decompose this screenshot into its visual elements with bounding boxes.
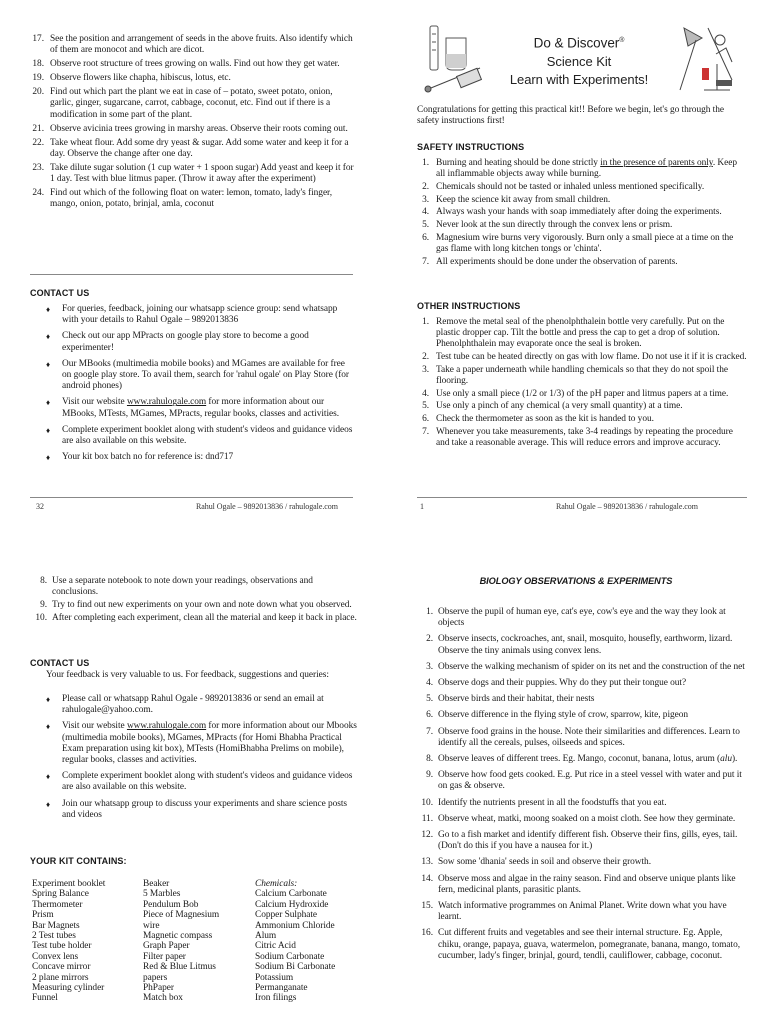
list-item	[30, 124, 355, 135]
item-number: 19.	[32, 73, 44, 84]
kit-item: Convex lens	[32, 951, 79, 962]
kit-item: Piece of Magnesium	[143, 910, 220, 921]
item-number: 13.	[421, 857, 433, 868]
item-text: Test tube can be heated directly on gas with low flame. Do not use it if it is cracked.	[436, 352, 747, 363]
page-1	[384, 0, 768, 520]
page-2	[0, 540, 384, 1024]
list-item	[417, 727, 747, 749]
item-number: 5.	[422, 401, 429, 412]
item-number: 21.	[32, 123, 44, 134]
list-item	[30, 163, 355, 185]
list-item	[30, 188, 355, 210]
kit-item: Filter paper	[143, 951, 186, 962]
item-number: 3.	[426, 661, 433, 672]
contact-item: ♦ Check out our app MPracts on google play store to become a good experimenter!	[46, 331, 309, 353]
list-item	[417, 427, 747, 449]
list-item	[417, 233, 747, 255]
item-number: 8.	[426, 754, 433, 765]
item-number: 11.	[421, 813, 433, 824]
list-item	[417, 814, 747, 825]
website-link[interactable]: www.rahulogale.com	[126, 397, 207, 408]
list-item	[417, 874, 747, 896]
item-text: Watch informative programmes on Animal Planet. Write down what you have learnt.	[438, 901, 727, 923]
kit-item: Magnetic compass	[143, 931, 213, 942]
kit-column-equipment	[32, 879, 142, 1004]
kit-item: Potassium	[255, 972, 294, 983]
kit-item: Beaker	[143, 879, 170, 889]
item-number: 7.	[422, 426, 429, 437]
item-text: Take a paper underneath while handling chemicals so that they do not spoil the flooring.	[436, 364, 728, 387]
item-text: See the position and arrangement of seeds in the above fruits. Also identify which of them are monocot and which are dicot.	[50, 34, 353, 56]
item-number: 18.	[32, 59, 44, 70]
contact-item: ♦ For queries, feedback, joining our whatsapp science group: send whatsapp with your details to Rahul Ogale – 9892013836	[46, 304, 338, 326]
list-item	[417, 754, 747, 765]
kit-item: Copper Sulphate	[255, 910, 318, 921]
item-number: 5.	[426, 694, 433, 705]
item-number: 14.	[421, 873, 433, 884]
item-number: 8.	[40, 576, 47, 586]
list-item	[30, 73, 355, 84]
item-text: Try to find out new experiments on your own and note down what you observed.	[52, 599, 352, 610]
list-item	[30, 600, 360, 611]
diamond-bullet-icon: ♦	[46, 398, 51, 408]
kit-item: Sodium Bi Carbonate	[255, 962, 336, 973]
kit-item: 5 Marbles	[143, 889, 181, 900]
item-text: Keep the science kit away from small children.	[436, 194, 611, 205]
kit-item: Red & Blue Litmus	[143, 962, 216, 973]
item-text: Burning and heating should be done strictly in the presence of parents only. Keep all inflammable objects away while burning.	[436, 158, 738, 180]
underlined-text: in the presence of parents only	[600, 158, 713, 168]
kit-item: Experiment booklet	[32, 879, 106, 889]
list-item	[417, 710, 747, 721]
item-text: Identify the nutrients present in all the foodstuffs that you eat.	[438, 797, 667, 808]
instruction-list	[30, 576, 360, 625]
diamond-bullet-icon: ♦	[46, 305, 51, 314]
item-number: 3.	[422, 194, 429, 205]
item-number: 12.	[421, 830, 433, 841]
item-text: Use a separate notebook to note down your readings, observations and conclusions.	[52, 576, 313, 598]
brand-tagline: Learn with Experiments!	[509, 71, 649, 87]
kit-item: Concave mirror	[32, 962, 91, 973]
item-number: 5.	[422, 220, 429, 231]
item-number: 9.	[40, 599, 47, 610]
list-item	[417, 694, 747, 705]
section-title: BIOLOGY OBSERVATIONS & EXPERIMENTS	[479, 576, 673, 586]
item-text: Find out which part the plant we eat in case of – potato, sweet potato, onion, garlic, ginger, sugarcane, carrot, cabbage, coconut, etc. Find out if there is a modification in some part of the plant.	[50, 87, 333, 120]
item-text: Observe birds and their habitat, their nests	[438, 694, 595, 705]
other-heading: OTHER INSTRUCTIONS	[417, 301, 521, 311]
safety-heading: SAFETY INSTRUCTIONS	[417, 142, 525, 152]
kit-item: Permanganate	[255, 983, 308, 994]
kit-item: Iron filings	[255, 993, 297, 1004]
kit-logo	[418, 24, 748, 94]
list-item	[417, 662, 747, 673]
page-number: 32	[36, 502, 44, 511]
list-item	[417, 365, 747, 387]
item-text: Observe flowers like chapha, hibiscus, lotus, etc.	[50, 73, 231, 84]
contact-item: ♦ Your kit box batch no for reference is: dnd717	[46, 452, 234, 463]
diamond-bullet-icon: ♦	[46, 722, 51, 732]
item-number: 16.	[421, 928, 433, 939]
divider	[30, 274, 353, 275]
kit-item: Funnel	[32, 993, 58, 1004]
registered-mark: ®	[619, 37, 625, 44]
list-item	[417, 798, 747, 809]
item-number: 10.	[421, 797, 433, 808]
item-number: 4.	[426, 678, 433, 689]
list-item	[417, 607, 747, 629]
diamond-bullet-icon: ♦	[46, 799, 51, 809]
item-text: Use only a small piece (1/2 or 1/3) of the pH paper and litmus papers at a time.	[436, 388, 729, 399]
diamond-bullet-icon: ♦	[46, 332, 51, 342]
kit-item: Calcium Carbonate	[255, 889, 327, 900]
kit-heading: YOUR KIT CONTAINS:	[30, 856, 127, 866]
contact-item: ♦ Visit our website www.rahulogale.com for more information about our MBooks, MTests, MGames, MPracts, regular books, classes and activities.	[46, 397, 340, 419]
kit-column-chemicals	[255, 879, 365, 1004]
item-number: 24.	[32, 188, 44, 199]
item-number: 2.	[422, 181, 429, 192]
item-text: Cut different fruits and vegetables and see their internal structure. Eg. Apple, chiku, orange, papaya, guava, watermelon, pomegranate, banana, mango, tomato, cucumber, lady's finger, brinjal, gourd, tendli, cauliflower, cabbage, coconut.	[438, 928, 741, 961]
biology-list	[417, 607, 747, 967]
list-item	[417, 928, 747, 962]
diamond-bullet-icon: ♦	[46, 359, 51, 369]
kit-item: Citric Acid	[255, 941, 296, 952]
kit-item: 2 plane mirrors	[32, 972, 89, 983]
item-text: Sow some 'dhania' seeds in soil and observe their growth.	[438, 857, 651, 868]
item-number: 20.	[32, 87, 44, 98]
diamond-bullet-icon: ♦	[46, 695, 51, 704]
page-32	[0, 0, 384, 520]
item-number: 7.	[426, 726, 433, 737]
item-text: Go to a fish market and identify different fish. Observe their fins, gills, eyes, tail. (Don't do this if you have a nausea for it.)	[438, 830, 738, 852]
list-item	[417, 352, 747, 363]
contact-item: ♦ Our MBooks (multimedia mobile books) and MGames are available for free on google play store. To avail them, search for 'rahul ogale' on Play Store (for android phones)	[46, 358, 350, 392]
chemicals-heading: Chemicals:	[255, 879, 298, 889]
page-number: 1	[420, 502, 424, 511]
kit-item: Sodium Carbonate	[255, 951, 325, 962]
item-text: Take dilute sugar solution (1 cup water + 1 spoon sugar) Add yeast and keep it for 1 day. Test with blue litmus paper. (Throw it away after the experiment)	[50, 162, 354, 185]
list-item	[417, 207, 747, 218]
kit-item: Match box	[143, 993, 183, 1004]
kit-column-materials	[143, 879, 251, 1004]
kit-item: Graph Paper	[143, 941, 190, 952]
list-item	[417, 634, 747, 656]
item-number: 6.	[422, 232, 429, 243]
kit-item: Measuring cylinder	[32, 983, 105, 994]
list-item	[30, 59, 355, 70]
diamond-bullet-icon: ♦	[46, 772, 51, 782]
kit-item: wire	[143, 920, 160, 931]
item-text: Observe difference in the flying style of crow, sparrow, kite, pigeon	[438, 710, 689, 721]
list-item	[417, 678, 747, 689]
item-text: Observe insects, cockroaches, ant, snail, mosquito, housefly, earthworm, lizard. Observe the tiny animals using convex lens.	[438, 634, 733, 656]
item-number: 9.	[426, 770, 433, 781]
kit-item: Ammonium Chloride	[255, 920, 335, 931]
item-text: Take wheat flour. Add some dry yeast & sugar. Add some water and keep it for a day. Observe the change after one day.	[50, 137, 349, 159]
list-item	[417, 195, 747, 206]
list-item	[30, 138, 355, 160]
diamond-bullet-icon: ♦	[46, 425, 51, 435]
item-text: Remove the metal seal of the phenolphthalein bottle very carefully. Put on the plastic dropper cap. Tilt the bottle and press the cap to get a drop of solution. Phenolphthalein may evaporate once the seal is broken.	[436, 317, 725, 350]
list-item	[417, 182, 747, 193]
item-number: 22.	[32, 137, 44, 148]
safety-list	[417, 158, 747, 269]
item-number: 1.	[422, 158, 429, 168]
item-text: Observe the walking mechanism of spider on its net and the construction of the net	[438, 661, 745, 672]
item-number: 15.	[421, 901, 433, 912]
item-number: 4.	[422, 388, 429, 399]
list-item	[417, 220, 747, 231]
contact-heading: CONTACT US	[30, 658, 90, 668]
item-text: Observe wheat, matki, moong soaked on a moist cloth. See how they germinate.	[438, 813, 736, 824]
kit-item: Calcium Hydroxide	[255, 899, 329, 910]
item-number: 1.	[426, 607, 433, 617]
contact-list	[30, 304, 355, 468]
item-text: Never look at the sun directly through the convex lens or prism.	[436, 220, 673, 231]
brand-subtitle: Science Kit	[546, 53, 612, 69]
contact-item: ♦ Complete experiment booklet along with student's videos and guidance videos are also available on this website.	[46, 424, 353, 447]
brand-title: Do & Discover	[533, 35, 620, 51]
item-number: 23.	[32, 162, 44, 173]
activity-list	[30, 34, 355, 213]
item-text: Observe dogs and their puppies. Why do they put their tongue out?	[438, 678, 687, 689]
contact-item: ♦ Complete experiment booklet along with student's videos and guidance videos are also available on this website.	[46, 771, 353, 793]
item-text: Check the thermometer as soon as the kit is handed to you.	[436, 414, 654, 425]
item-text: Observe food grains in the house. Note their similarities and differences. Learn to identify all the cereals, pulses, oilseeds and spices.	[438, 726, 740, 748]
page-footer: Rahul Ogale – 9892013836 / rahulogale.com	[196, 502, 338, 511]
list-item	[30, 613, 360, 624]
item-text: All experiments should be done under the observation of parents.	[436, 256, 678, 267]
other-list	[417, 317, 747, 451]
intro-text: Congratulations for getting this practical kit!! Before we begin, let's go through the safety instructions first!	[417, 105, 724, 127]
item-text: Observe avicinia trees growing in marshy areas. Observe their roots coming out.	[50, 123, 348, 134]
item-text: Observe leaves of different trees. Eg. Mango, coconut, banana, lotus, arum (alu).	[438, 754, 738, 765]
item-text: Chemicals should not be tasted or inhaled unless mentioned specifically.	[436, 181, 705, 192]
item-text: Observe root structure of trees growing on walls. Find out how they get water.	[50, 59, 340, 70]
list-item	[417, 401, 747, 412]
item-number: 6.	[426, 710, 433, 721]
list-item	[417, 830, 747, 852]
item-number: 2.	[422, 352, 429, 363]
list-item	[30, 576, 360, 598]
item-text: Use only a pinch of any chemical (a very small quantity) at a time.	[436, 401, 683, 412]
item-text: Whenever you take measurements, take 3-4 readings by repeating the procedure and take a reasonable average. This will reduce errors and improve accuracy.	[436, 426, 733, 449]
list-item	[417, 257, 747, 268]
item-number: 10.	[35, 612, 47, 623]
brand-block	[504, 32, 654, 89]
item-text: Magnesium wire burns very vigorously. Burn only a small piece at a time on the gas flame with long kitchen tongs or 'chinta'.	[436, 232, 734, 254]
kit-item: Test tube holder	[32, 941, 92, 952]
diamond-bullet-icon: ♦	[46, 453, 51, 463]
list-item	[417, 158, 747, 180]
kit-item: papers	[143, 972, 168, 983]
kit-item: Spring Balance	[32, 889, 89, 900]
beaker-icon	[430, 26, 466, 70]
item-number: 6.	[422, 414, 429, 425]
italic-text: alu	[720, 754, 732, 765]
item-number: 2.	[426, 634, 433, 645]
item-text: Observe moss and algae in the rainy season. Find and observe unique plants like fern, medicinal plants, parasitic plants.	[438, 873, 736, 895]
kit-item: Pendulum Bob	[143, 899, 199, 910]
kit-item: Prism	[32, 910, 54, 921]
kit-item: Alum	[255, 931, 277, 942]
list-item	[417, 389, 747, 400]
item-text: After completing each experiment, clean all the material and keep it back in place.	[52, 612, 357, 623]
website-link[interactable]: www.rahulogale.com	[126, 721, 207, 732]
item-number: 4.	[422, 207, 429, 218]
page-footer: Rahul Ogale – 9892013836 / rahulogale.com	[556, 502, 698, 511]
divider	[417, 497, 747, 498]
item-text: Observe the pupil of human eye, cat's eye, cow's eye and the way they look at objects	[438, 607, 726, 629]
item-number: 3.	[422, 364, 429, 375]
list-item	[417, 414, 747, 425]
kit-item: 2 Test tubes	[32, 931, 76, 942]
thermometer-icon	[425, 68, 481, 92]
contact-item: ♦ Please call or whatsapp Rahul Ogale - 9892013836 or send an email at rahulogale@yahoo.com.	[46, 694, 324, 716]
list-item	[30, 87, 355, 121]
feedback-text: Your feedback is very valuable to us. For feedback, suggestions and queries:	[46, 670, 329, 680]
contact-heading: CONTACT US	[30, 288, 90, 298]
list-item	[417, 857, 747, 868]
kit-item: PhPaper	[143, 983, 174, 994]
item-text: Always wash your hands with soap immediately after doing the experiments.	[436, 207, 722, 218]
item-number: 1.	[422, 317, 429, 327]
contact-item: ♦ Visit our website www.rahulogale.com for more information about our Mbooks (multimedia mobile books), MGames, MPracts (for Homi Bhabha Practical Exam preparation using kit box), MTests (HomiBhabha Prelims on mobile), regular books, classes and activities.	[46, 721, 357, 766]
item-number: 7.	[422, 256, 429, 267]
kit-item: Thermometer	[32, 899, 83, 910]
list-item	[417, 317, 747, 351]
list-item	[30, 34, 355, 56]
item-number: 17.	[32, 34, 44, 44]
page-3	[384, 540, 768, 1024]
list-item	[417, 770, 747, 792]
list-item	[417, 901, 747, 923]
contact-item: ♦ Join our whatsapp group to discuss your experiments and share science posts and videos	[46, 798, 347, 820]
contact-list	[30, 694, 360, 826]
kit-item: Bar Magnets	[32, 920, 80, 931]
item-text: Find out which of the following float on water: lemon, tomato, lady's finger, mango, onion, potato, brinjal, amla, coconut	[50, 188, 333, 210]
item-text: Observe how food gets cooked. E.g. Put rice in a steel vessel with water and put it on gas & observe.	[438, 770, 742, 792]
divider	[30, 497, 353, 498]
